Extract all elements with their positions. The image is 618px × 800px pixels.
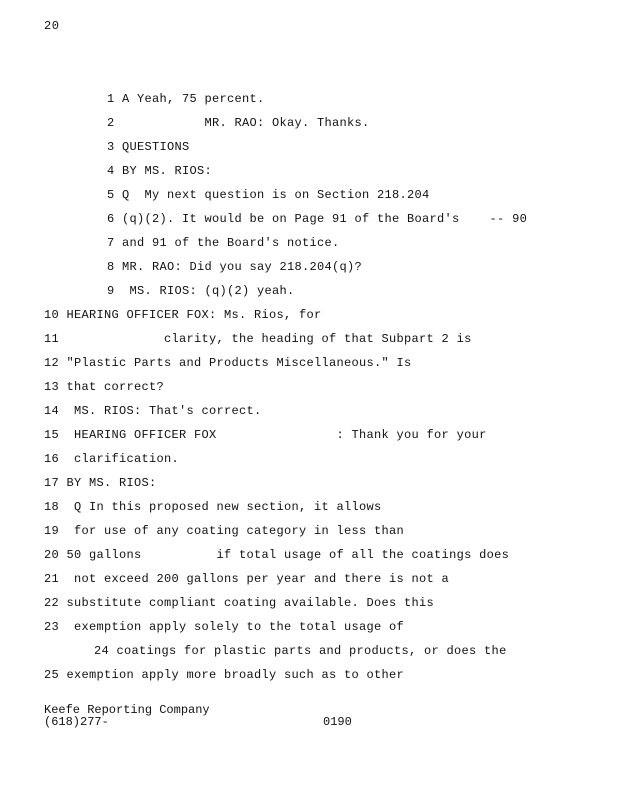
transcript-line: 22 substitute compliant coating available. Does this [44, 596, 435, 610]
footer-company: Keefe Reporting Company [44, 703, 210, 717]
transcript-line: 13 that correct? [44, 380, 165, 394]
transcript-line: 7 and 91 of the Board's notice. [107, 236, 340, 250]
footer-phone: (618)277- [44, 715, 109, 729]
page-number: 20 [44, 19, 60, 33]
transcript-line: 24 coatings for plastic parts and products, or does the [94, 644, 507, 658]
transcript-line: 15 HEARING OFFICER FOX : Thank you for your [44, 428, 487, 442]
transcript-line: 1 A Yeah, 75 percent. [107, 92, 265, 106]
transcript-line: 11 clarity, the heading of that Subpart 2 is [44, 332, 472, 346]
transcript-line: 10 HEARING OFFICER FOX: Ms. Rios, for [44, 308, 322, 322]
transcript-line: 14 MS. RIOS: That's correct. [44, 404, 262, 418]
transcript-line: 23 exemption apply solely to the total usage of [44, 620, 405, 634]
transcript-line: 17 BY MS. RIOS: [44, 476, 157, 490]
transcript-line: 19 for use of any coating category in less than [44, 524, 405, 538]
transcript-line: 12 "Plastic Parts and Products Miscellaneous." Is [44, 356, 412, 370]
transcript-line: 8 MR. RAO: Did you say 218.204(q)? [107, 260, 363, 274]
transcript-line: 9 MS. RIOS: (q)(2) yeah. [107, 284, 295, 298]
transcript-line: 21 not exceed 200 gallons per year and there is not a [44, 572, 450, 586]
footer-phone-suffix: 0190 [323, 715, 352, 729]
transcript-line: 16 clarification. [44, 452, 180, 466]
transcript-line: 2 MR. RAO: Okay. Thanks. [107, 116, 370, 130]
transcript-line: 6 (q)(2). It would be on Page 91 of the Board's -- 90 [107, 212, 528, 226]
transcript-line: 4 BY MS. RIOS: [107, 164, 213, 178]
transcript-line: 20 50 gallons if total usage of all the coatings does [44, 548, 510, 562]
transcript-line: 3 QUESTIONS [107, 140, 190, 154]
transcript-line: 25 exemption apply more broadly such as to other [44, 668, 405, 682]
transcript-line: 18 Q In this proposed new section, it allows [44, 500, 382, 514]
transcript-line: 5 Q My next question is on Section 218.204 [107, 188, 430, 202]
